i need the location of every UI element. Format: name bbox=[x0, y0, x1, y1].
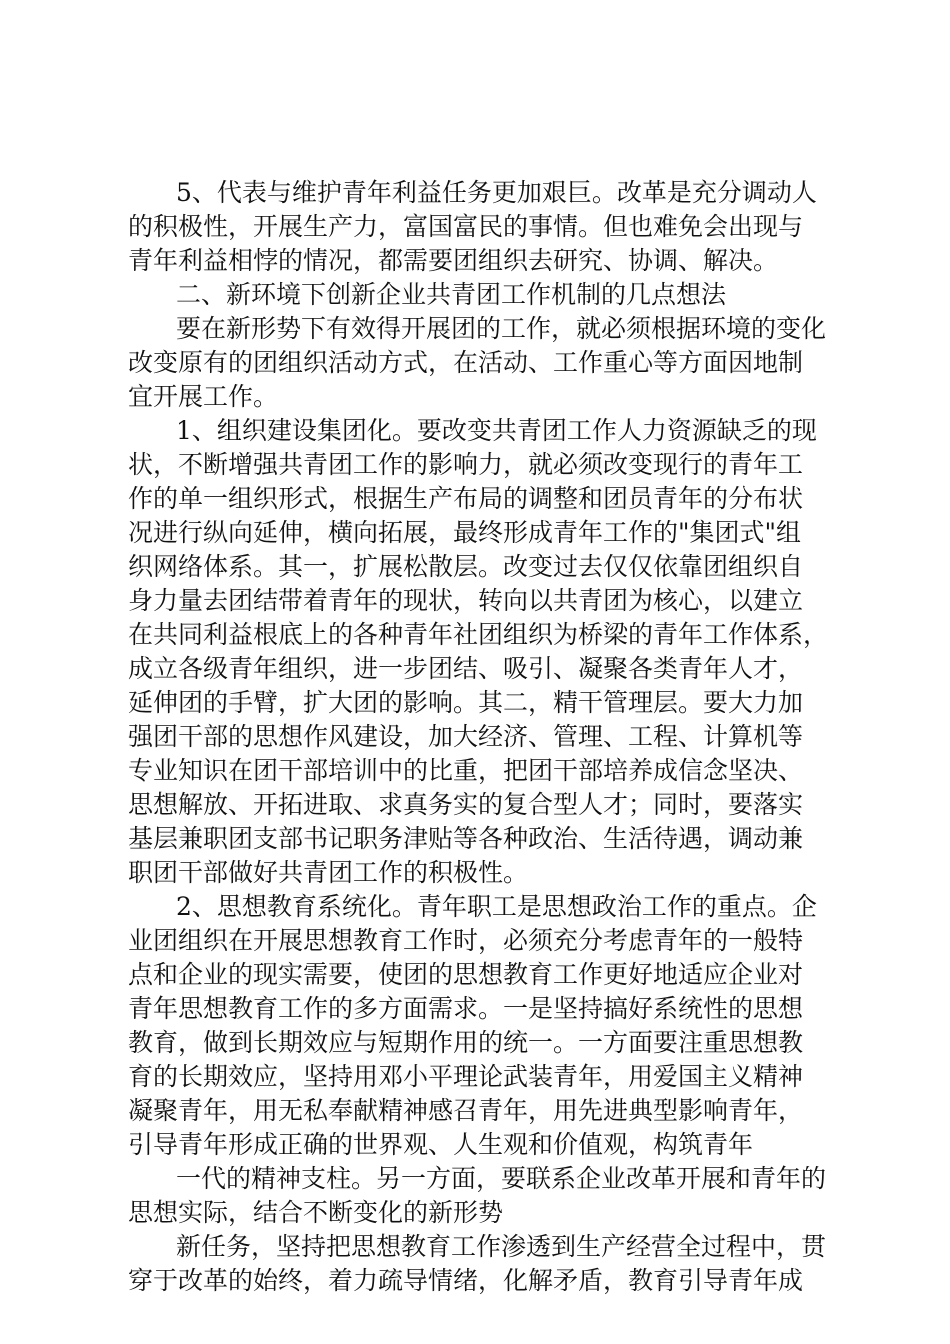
paragraph-line: 基层兼职团支部书记职务津贴等各种政治、生活待遇，调动兼 bbox=[128, 824, 804, 853]
paragraph-line: 改变原有的团组织活动方式，在活动、工作重心等方面因地制 bbox=[128, 348, 804, 377]
paragraph-line: 思想实际，结合不断变化的新形势 bbox=[128, 1198, 504, 1227]
paragraph-line: 宜开展工作。 bbox=[128, 382, 279, 411]
section-heading: 二、新环境下创新企业共青团工作机制的几点想法 bbox=[176, 280, 727, 309]
paragraph-line: 在共同利益根底上的各种青年社团组织为桥梁的青年工作体系， bbox=[128, 620, 829, 649]
paragraph-line: 引导青年形成正确的世界观、人生观和价值观，构筑青年 bbox=[128, 1130, 754, 1159]
paragraph-line: 思想解放、开拓进取、求真务实的复合型人才；同时，要落实 bbox=[128, 790, 804, 819]
paragraph-line: 成立各级青年组织，进一步团结、吸引、凝聚各类青年人才， bbox=[128, 654, 804, 683]
paragraph-line: 专业知识在团干部培训中的比重，把团干部培养成信念坚决、 bbox=[128, 756, 804, 785]
paragraph-line: 教育，做到长期效应与短期作用的统一。一方面要注重思想教 bbox=[128, 1028, 804, 1057]
paragraph-line: 作的单一组织形式，根据生产布局的调整和团员青年的分布状 bbox=[128, 484, 804, 513]
body-text bbox=[128, 176, 848, 1298]
paragraph-line: 织网络体系。其一，扩展松散层。改变过去仅仅依靠团组织自 bbox=[128, 552, 804, 581]
paragraph-line: 延伸团的手臂，扩大团的影响。其二，精干管理层。要大力加 bbox=[128, 688, 804, 717]
paragraph-line: 育的长期效应，坚持用邓小平理论武装青年，用爱国主义精神 bbox=[128, 1062, 804, 1091]
paragraph-line: 强团干部的思想作风建设，加大经济、管理、工程、计算机等 bbox=[128, 722, 804, 751]
paragraph-line: 穿于改革的始终，着力疏导情绪，化解矛盾，教育引导青年成 bbox=[128, 1266, 804, 1295]
paragraph-line: 一代的精神支柱。另一方面，要联系企业改革开展和青年的 bbox=[176, 1164, 827, 1193]
paragraph-line: 业团组织在开展思想教育工作时，必须充分考虑青年的一般特 bbox=[128, 926, 804, 955]
paragraph-line: 身力量去团结带着青年的现状，转向以共青团为核心，以建立 bbox=[128, 586, 804, 615]
paragraph-line: 点和企业的现实需要，使团的思想教育工作更好地适应企业对 bbox=[128, 960, 804, 989]
paragraph-line: 5、代表与维护青年利益任务更加艰巨。改革是充分调动人 bbox=[176, 178, 817, 207]
paragraph-line: 2、思想教育系统化。青年职工是思想政治工作的重点。企 bbox=[176, 892, 817, 921]
paragraph-line: 1、组织建设集团化。要改变共青团工作人力资源缺乏的现 bbox=[176, 416, 817, 445]
paragraph-line: 要在新形势下有效得开展团的工作，就必须根据环境的变化 bbox=[176, 314, 827, 343]
paragraph-line: 职团干部做好共青团工作的积极性。 bbox=[128, 858, 529, 887]
paragraph-line: 凝聚青年，用无私奉献精神感召青年，用先进典型影响青年， bbox=[128, 1096, 804, 1125]
paragraph-line: 青年利益相悖的情况，都需要团组织去研究、协调、解决。 bbox=[128, 246, 779, 275]
paragraph-line: 状，不断增强共青团工作的影响力，就必须改变现行的青年工 bbox=[128, 450, 804, 479]
paragraph-line: 新任务，坚持把思想教育工作渗透到生产经营全过程中，贯 bbox=[176, 1232, 827, 1261]
paragraph-line: 况进行纵向延伸，横向拓展，最终形成青年工作的"集团式"组 bbox=[128, 518, 802, 547]
paragraph-line: 的积极性，开展生产力，富国富民的事情。但也难免会出现与 bbox=[128, 212, 804, 241]
paragraph-line: 青年思想教育工作的多方面需求。一是坚持搞好系统性的思想 bbox=[128, 994, 804, 1023]
